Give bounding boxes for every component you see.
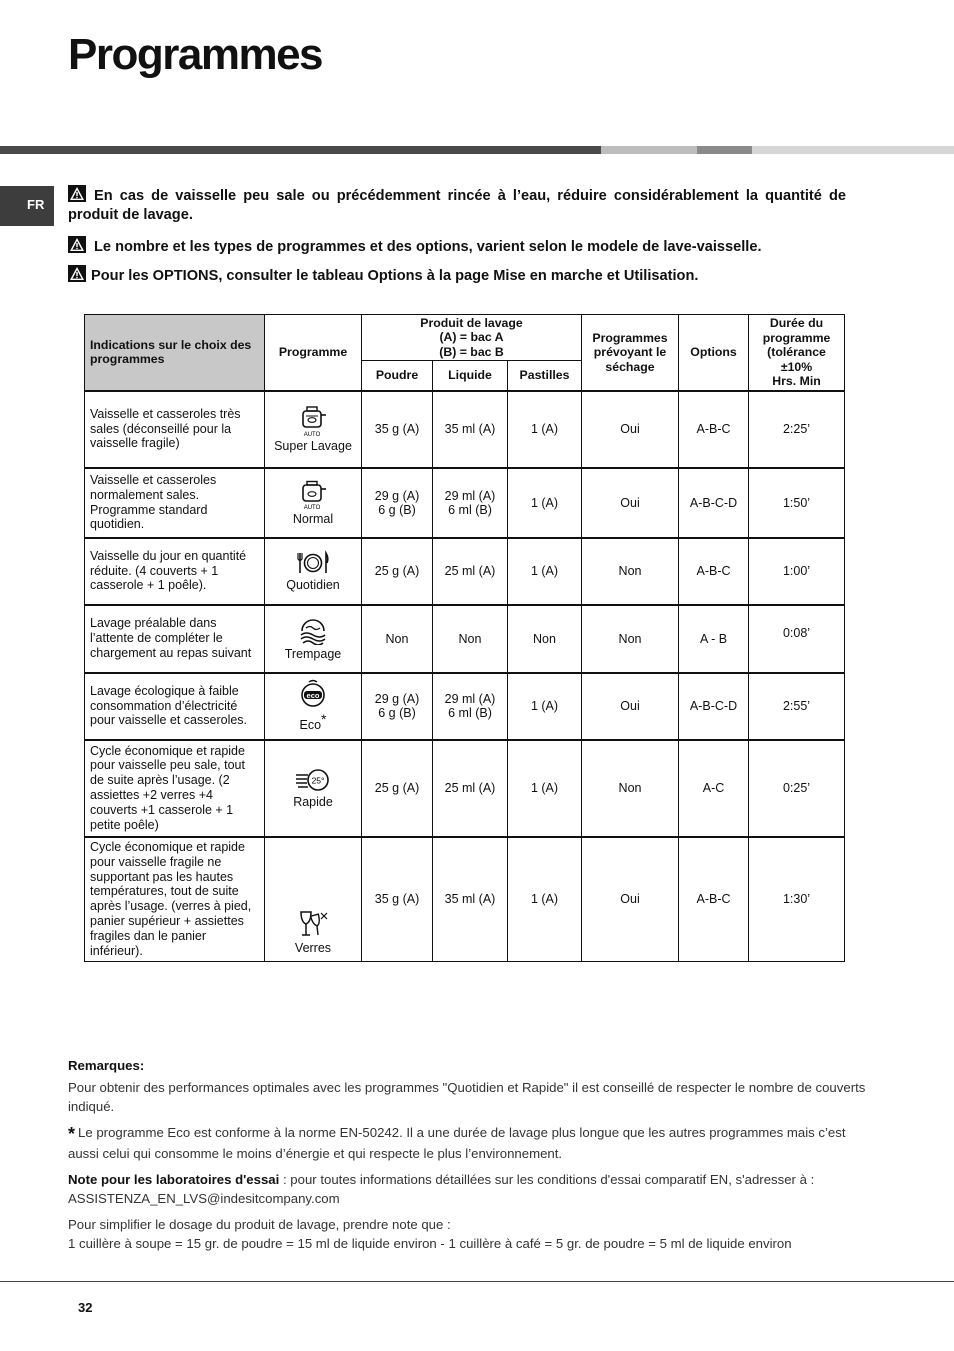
cell-sechage: Oui <box>582 468 679 538</box>
poudre-a: 25 g (A) <box>374 781 420 795</box>
cell-sechage: Non <box>582 605 679 673</box>
header-produit-a: (A) = bac A <box>439 330 504 345</box>
header-produit-title: Produit de lavage <box>420 315 523 330</box>
eco-star: * <box>321 711 327 728</box>
cell-liquide <box>433 740 508 837</box>
cell-liquide <box>433 673 508 740</box>
remark-star: * <box>68 1124 76 1144</box>
row-description: Cycle économique et rapide pour vaisselle fragile ne supportant pas les hautes températures, tout de suite après l’usage. (verres à pied, panier supérieur + assiettes fragiles dan le panier inférieur). <box>85 837 265 962</box>
cell-poudre <box>362 740 433 837</box>
header-produit-b: (B) = bac B <box>439 344 504 359</box>
liquide-a: 35 ml (A) <box>444 422 496 436</box>
cell-liquide <box>433 468 508 538</box>
remark-4-intro: Pour simplifier le dosage du produit de lavage, prendre note que : <box>68 1217 451 1232</box>
icon-label: AUTO <box>303 432 321 437</box>
programmes-table <box>84 314 845 962</box>
warning-1 <box>68 185 846 225</box>
row-programme <box>265 673 362 740</box>
remarks-section <box>68 1056 868 1253</box>
header-rule-mid <box>601 146 697 154</box>
remark-4-equivalences: 1 cuillère à soupe = 15 gr. de poudre = 15 ml de liquide environ - 1 cuillère à café = 5 gr. de poudre = 5 ml de liquide environ <box>68 1236 792 1251</box>
cell-pastilles: 1 (A) <box>508 538 582 605</box>
warning-2 <box>68 236 846 257</box>
normal-icon <box>296 480 330 510</box>
poudre-b: 6 g (B) <box>378 502 416 517</box>
cell-duree: 0:08’ <box>749 605 845 673</box>
quotidien-icon <box>295 550 331 576</box>
table-row <box>85 605 845 673</box>
table-row <box>85 468 845 538</box>
row-description: Lavage écologique à faible consommation d’électricité pour vaisselle et casseroles. <box>85 673 265 740</box>
cell-pastilles: 1 (A) <box>508 837 582 962</box>
footer-rule <box>0 1281 954 1282</box>
remark-2-group <box>68 1123 868 1163</box>
row-description: Cycle économique et rapide pour vaisselle peu sale, tout de suite après l’usage. (2 assiettes +2 verres +4 couverts +1 casserole + 1 petite poêle) <box>85 740 265 837</box>
liquide-b: 6 ml (B) <box>448 502 492 517</box>
liquide-b: 6 ml (B) <box>448 706 492 720</box>
cell-options: A-B-C <box>679 391 749 468</box>
liquide-a: 29 ml (A) <box>444 692 496 706</box>
programme-name: Quotidien <box>286 578 340 592</box>
table-row <box>85 391 845 468</box>
header-sechage: Programmes prévoyant le séchage <box>582 315 679 391</box>
programme-name-group <box>268 711 358 732</box>
table-row <box>85 673 845 740</box>
remark-3-label: Note pour les laboratoires d'essai <box>68 1172 280 1187</box>
header-duree <box>749 315 845 391</box>
header-duree-title: Durée du programme (tolérance ±10% <box>762 316 831 374</box>
cell-duree: 1:50’ <box>749 468 845 538</box>
page-title: Programmes <box>68 30 323 79</box>
row-programme <box>265 837 362 962</box>
row-programme <box>265 740 362 837</box>
header-duree-unit: Hrs. Min <box>772 374 821 388</box>
cell-poudre <box>362 468 433 538</box>
cell-sechage: Oui <box>582 673 679 740</box>
cell-poudre <box>362 391 433 468</box>
cell-sechage: Oui <box>582 837 679 962</box>
cell-liquide <box>433 538 508 605</box>
warning-icon <box>68 185 86 202</box>
super-lavage-icon <box>296 405 330 437</box>
cell-pastilles: 1 (A) <box>508 468 582 538</box>
cell-duree: 0:25’ <box>749 740 845 837</box>
programme-name: Verres <box>294 941 332 955</box>
cell-poudre <box>362 673 433 740</box>
cell-liquide <box>433 391 508 468</box>
poudre-a: 29 g (A) <box>374 488 420 503</box>
cell-options: A-B-C-D <box>679 673 749 740</box>
remark-3-group <box>68 1170 868 1208</box>
warning-text: Pour les OPTIONS, consulter le tableau Options à la page Mise en marche et Utilisation. <box>91 268 699 284</box>
row-description: Lavage préalable dans l’attente de compléter le chargement au repas suivant <box>85 605 265 673</box>
poudre-a: 29 g (A) <box>374 692 420 706</box>
header-liquide: Liquide <box>433 361 508 391</box>
header-rule-light <box>752 146 954 154</box>
poudre-a: 35 g (A) <box>374 422 420 436</box>
cell-sechage: Non <box>582 538 679 605</box>
poudre-a: 35 g (A) <box>374 892 420 907</box>
liquide-a: Non <box>458 631 482 646</box>
cell-pastilles: 1 (A) <box>508 740 582 837</box>
row-description: Vaisselle du jour en quantité réduite. (4 couverts + 1 casserole + 1 poêle). <box>85 538 265 605</box>
cell-pastilles: Non <box>508 605 582 673</box>
remark-4-group <box>68 1215 868 1253</box>
warning-text: En cas de vaisselle peu sale ou précédemment rincée à l’eau, réduire considérablement la quantité de produit de lavage. <box>68 188 846 223</box>
cell-pastilles: 1 (A) <box>508 673 582 740</box>
liquide-a: 25 ml (A) <box>444 781 496 795</box>
poudre-b: 6 g (B) <box>378 706 416 720</box>
row-description: Vaisselle et casseroles très sales (déconseillé pour la vaisselle fragile) <box>85 391 265 468</box>
programme-name: Eco <box>299 718 322 733</box>
table-row <box>85 538 845 605</box>
cell-sechage: Oui <box>582 391 679 468</box>
cell-pastilles: 1 (A) <box>508 391 582 468</box>
liquide-a: 25 ml (A) <box>444 564 496 578</box>
warning-3 <box>68 265 846 286</box>
row-programme <box>265 468 362 538</box>
cell-options: A-B-C <box>679 538 749 605</box>
remark-3: : pour toutes informations détaillées sur les conditions d'essai comparatif EN, s'adresser à : ASSISTENZA_EN_LVS@indesitcompany.com <box>68 1172 815 1206</box>
language-tab: FR <box>0 186 54 226</box>
eco-icon <box>298 679 328 709</box>
programme-name: Rapide <box>293 795 333 809</box>
cell-options: A-B-C-D <box>679 468 749 538</box>
header-rule-dark <box>0 146 601 154</box>
programme-name: Normal <box>292 511 334 526</box>
poudre-a: Non <box>385 631 409 646</box>
programme-name: Super Lavage <box>274 439 352 453</box>
poudre-a: 25 g (A) <box>374 564 420 578</box>
header-rule <box>0 146 954 154</box>
header-programme: Programme <box>265 315 362 391</box>
cell-duree: 1:00’ <box>749 538 845 605</box>
cell-liquide <box>433 837 508 962</box>
trempage-icon <box>298 617 328 645</box>
table-row <box>85 740 845 837</box>
liquide-a: 29 ml (A) <box>444 488 496 503</box>
warning-icon <box>68 265 86 282</box>
icon-label: eco <box>306 691 320 701</box>
programme-name: Trempage <box>284 646 342 661</box>
cell-duree: 1:30’ <box>749 837 845 962</box>
cell-liquide <box>433 605 508 673</box>
cell-options: A - B <box>679 605 749 673</box>
remark-1: Pour obtenir des performances optimales avec les programmes "Quotidien et Rapide" il est conseillé de respecter le nombre de couverts indiqué. <box>68 1080 866 1114</box>
verres-icon <box>297 909 329 939</box>
cell-poudre <box>362 538 433 605</box>
cell-duree: 2:55’ <box>749 673 845 740</box>
row-programme <box>265 605 362 673</box>
cell-duree: 2:25’ <box>749 391 845 468</box>
table-row <box>85 837 845 962</box>
icon-label: 25° <box>311 775 325 786</box>
header-indications: Indications sur le choix des programmes <box>85 315 265 391</box>
rapide-icon <box>294 767 332 793</box>
row-description: Vaisselle et casseroles normalement sales. Programme standard quotidien. <box>85 468 265 538</box>
remark-2: Le programme Eco est conforme à la norme EN-50242. Il a une durée de lavage plus longue que les autres programmes mais c’est aussi celui qui consomme le moins d’énergie et qui respecte le plus l’environnement. <box>68 1125 846 1161</box>
cell-poudre <box>362 837 433 962</box>
warning-text: Le nombre et les types de programmes et des options, varient selon le modele de lave-vaisselle. <box>94 239 762 255</box>
icon-label: AUTO <box>303 504 321 510</box>
cell-poudre <box>362 605 433 673</box>
remarks-heading: Remarques: <box>68 1058 145 1073</box>
row-programme <box>265 391 362 468</box>
header-options: Options <box>679 315 749 391</box>
cell-options: A-B-C <box>679 837 749 962</box>
cell-sechage: Non <box>582 740 679 837</box>
cell-options: A-C <box>679 740 749 837</box>
header-produit <box>362 315 582 361</box>
header-rule-block <box>697 146 752 154</box>
header-pastilles: Pastilles <box>508 361 582 391</box>
row-programme <box>265 538 362 605</box>
warning-icon <box>68 236 86 253</box>
liquide-a: 35 ml (A) <box>444 892 496 907</box>
page-number: 32 <box>78 1300 93 1315</box>
header-poudre: Poudre <box>362 361 433 391</box>
